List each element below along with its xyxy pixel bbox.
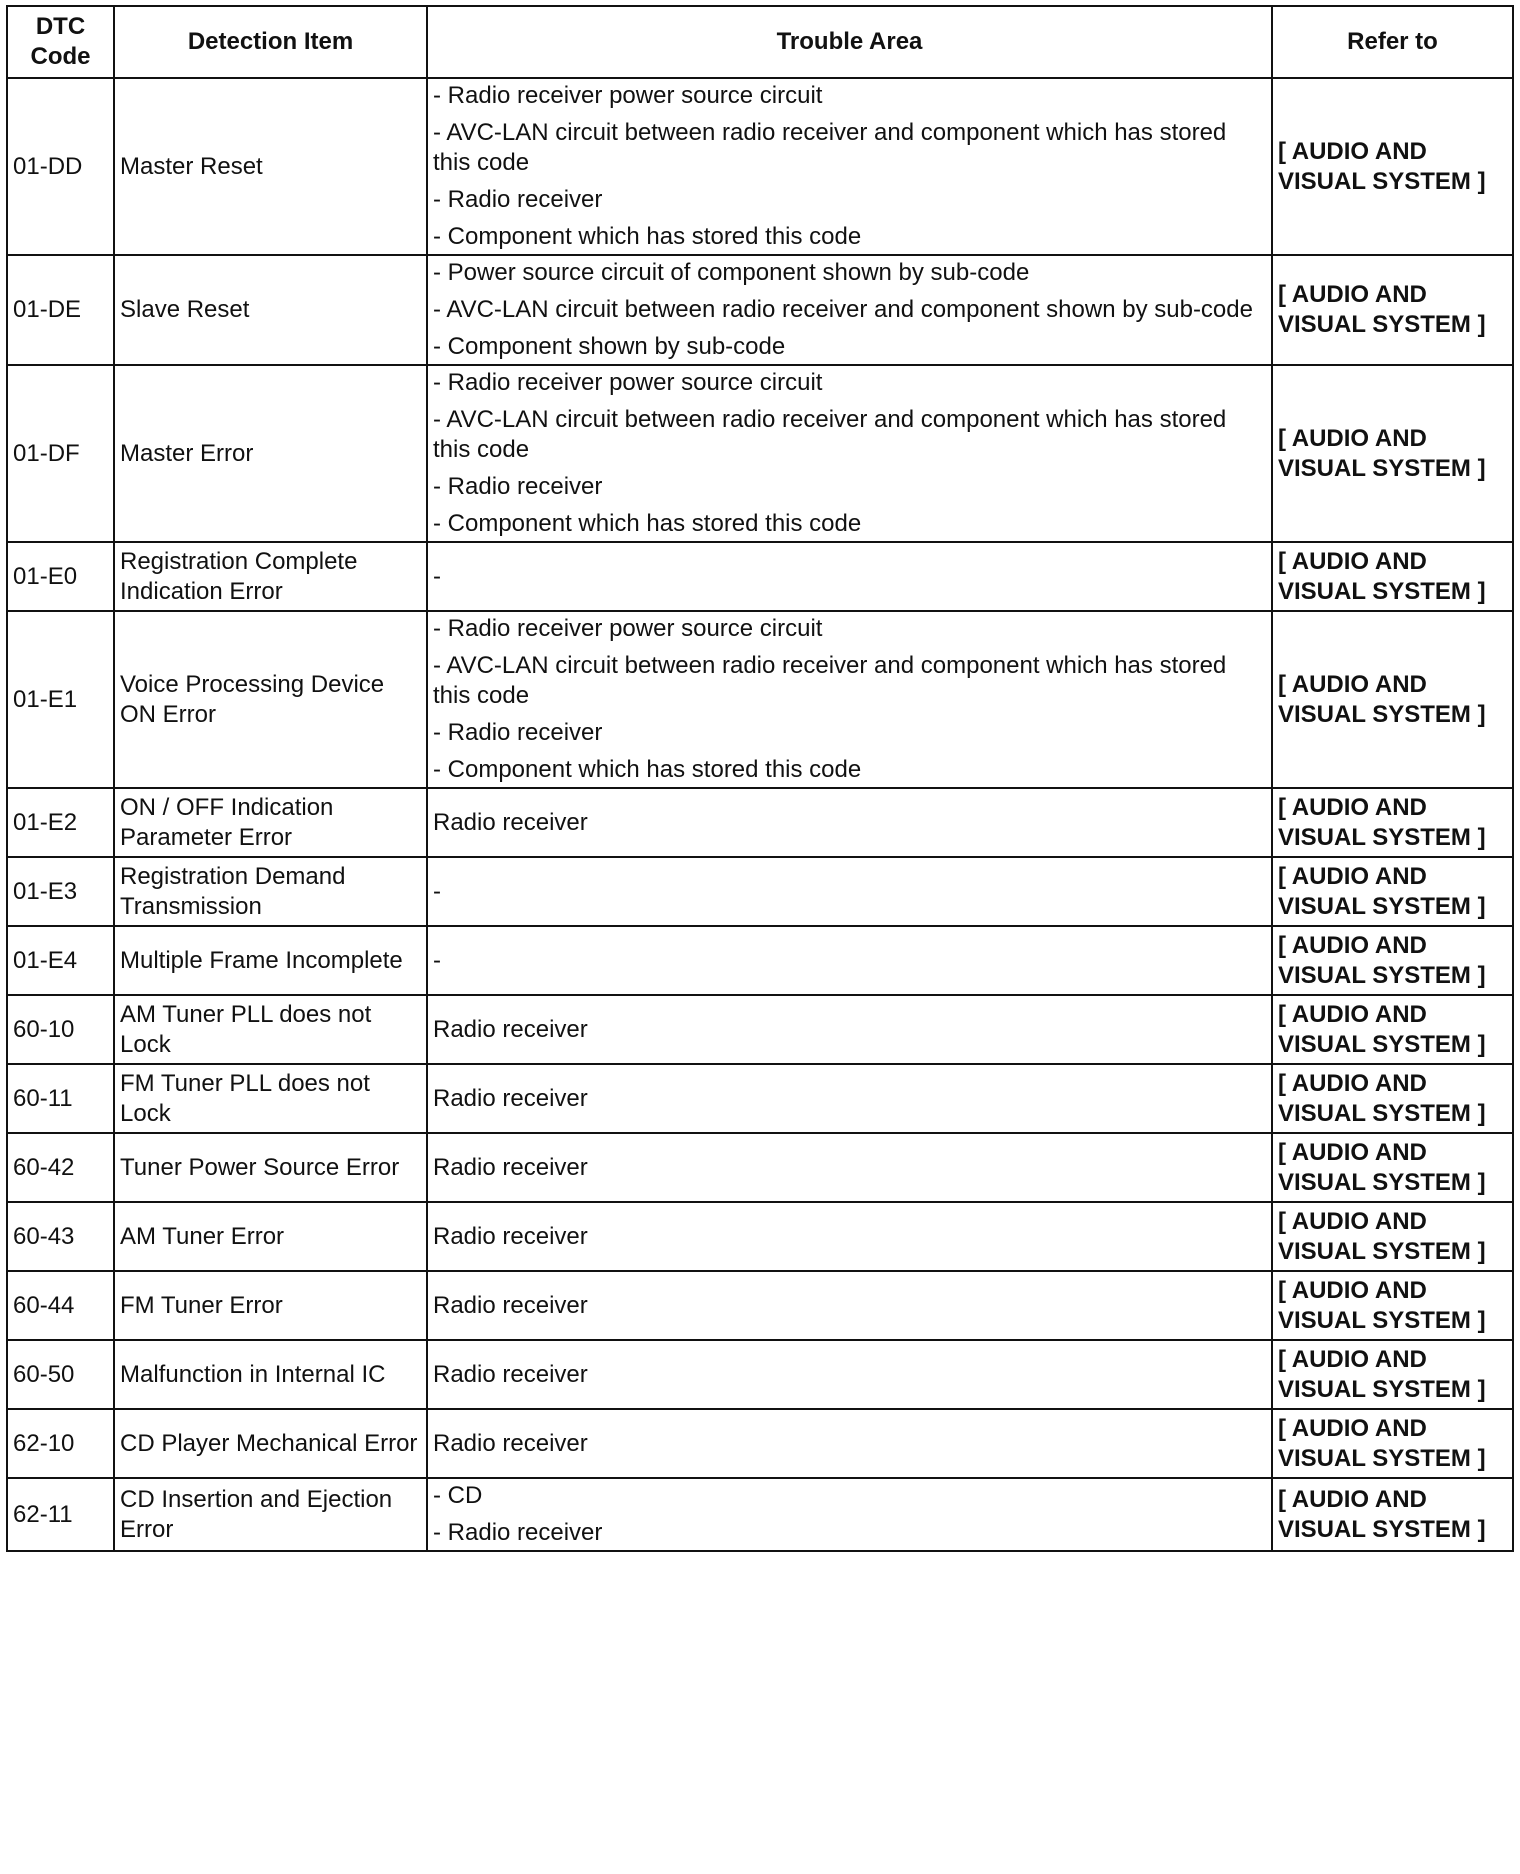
dtc-code-cell: 01-DF xyxy=(7,365,114,542)
detection-item-cell: Malfunction in Internal IC xyxy=(114,1340,427,1409)
refer-to-cell: [ AUDIO AND VISUAL SYSTEM ] xyxy=(1272,1202,1513,1271)
trouble-area-cell xyxy=(427,255,1272,365)
trouble-area-cell xyxy=(427,857,1272,926)
refer-to-cell: [ AUDIO AND VISUAL SYSTEM ] xyxy=(1272,1340,1513,1409)
refer-to-cell: [ AUDIO AND VISUAL SYSTEM ] xyxy=(1272,255,1513,365)
detection-item-cell: Registration Complete Indication Error xyxy=(114,542,427,611)
trouble-area-cell xyxy=(427,1202,1272,1271)
table-row xyxy=(7,926,1513,995)
trouble-area-cell xyxy=(427,1064,1272,1133)
trouble-area-line: - Component which has stored this code xyxy=(433,510,862,537)
trouble-area-line: Radio receiver xyxy=(433,1429,588,1457)
trouble-area-line: Radio receiver xyxy=(433,1360,588,1388)
trouble-area-line: Radio receiver xyxy=(433,1291,588,1319)
table-row xyxy=(7,542,1513,611)
refer-to-cell: [ AUDIO AND VISUAL SYSTEM ] xyxy=(1272,365,1513,542)
detection-item-cell: Multiple Frame Incomplete xyxy=(114,926,427,995)
trouble-area-line: - AVC-LAN circuit between radio receiver and component shown by sub-code xyxy=(433,296,1253,323)
trouble-area-line: - xyxy=(433,562,441,590)
trouble-area-line: Radio receiver xyxy=(433,1153,588,1181)
dtc-code-cell: 60-11 xyxy=(7,1064,114,1133)
trouble-area-line: - Radio receiver power source circuit xyxy=(433,369,823,396)
detection-item-cell: AM Tuner PLL does not Lock xyxy=(114,995,427,1064)
trouble-area-line: - Radio receiver xyxy=(433,473,603,500)
trouble-area-line: - AVC-LAN circuit between radio receiver and component which has stored this code xyxy=(433,406,1227,463)
table-row xyxy=(7,1409,1513,1478)
refer-to-cell: [ AUDIO AND VISUAL SYSTEM ] xyxy=(1272,1478,1513,1551)
trouble-area-cell xyxy=(427,995,1272,1064)
detection-item-cell: Slave Reset xyxy=(114,255,427,365)
trouble-area-cell xyxy=(427,611,1272,788)
trouble-area-line: Radio receiver xyxy=(433,808,588,836)
trouble-area-line: - Component which has stored this code xyxy=(433,223,862,250)
trouble-area-line: - Component shown by sub-code xyxy=(433,333,786,360)
refer-to-cell: [ AUDIO AND VISUAL SYSTEM ] xyxy=(1272,611,1513,788)
dtc-code-cell: 60-42 xyxy=(7,1133,114,1202)
detection-item-cell: Master Error xyxy=(114,365,427,542)
table-row xyxy=(7,365,1513,542)
trouble-area-line: - Radio receiver power source circuit xyxy=(433,82,823,109)
trouble-area-line: Radio receiver xyxy=(433,1015,588,1043)
trouble-area-cell xyxy=(427,1409,1272,1478)
trouble-area-line: - xyxy=(433,946,441,974)
detection-item-cell: Tuner Power Source Error xyxy=(114,1133,427,1202)
table-row xyxy=(7,857,1513,926)
table-row xyxy=(7,1271,1513,1340)
dtc-code-cell: 60-50 xyxy=(7,1340,114,1409)
dtc-code-cell: 01-E0 xyxy=(7,542,114,611)
trouble-area-line: - Radio receiver xyxy=(433,719,603,746)
trouble-area-line: - Radio receiver xyxy=(433,186,603,213)
table-row xyxy=(7,788,1513,857)
detection-item-cell: Master Reset xyxy=(114,78,427,255)
table-row xyxy=(7,1202,1513,1271)
dtc-code-cell: 01-E3 xyxy=(7,857,114,926)
detection-item-cell: Voice Processing Device ON Error xyxy=(114,611,427,788)
header-dtc-code xyxy=(7,6,114,78)
refer-to-cell: [ AUDIO AND VISUAL SYSTEM ] xyxy=(1272,1409,1513,1478)
trouble-area-line: - Radio receiver xyxy=(433,1519,603,1546)
table-row xyxy=(7,1064,1513,1133)
trouble-area-line: - Power source circuit of component shown by sub-code xyxy=(433,259,1030,286)
dtc-code-cell: 01-DE xyxy=(7,255,114,365)
dtc-code-cell: 62-11 xyxy=(7,1478,114,1551)
dtc-code-cell: 01-E2 xyxy=(7,788,114,857)
trouble-area-line: Radio receiver xyxy=(433,1222,588,1250)
dtc-code-cell: 60-43 xyxy=(7,1202,114,1271)
refer-to-cell: [ AUDIO AND VISUAL SYSTEM ] xyxy=(1272,788,1513,857)
trouble-area-line: - AVC-LAN circuit between radio receiver and component which has stored this code xyxy=(433,119,1227,176)
trouble-area-cell xyxy=(427,926,1272,995)
detection-item-cell: CD Insertion and Ejection Error xyxy=(114,1478,427,1551)
refer-to-cell: [ AUDIO AND VISUAL SYSTEM ] xyxy=(1272,857,1513,926)
trouble-area-cell xyxy=(427,78,1272,255)
trouble-area-cell xyxy=(427,1133,1272,1202)
dtc-code-cell: 60-10 xyxy=(7,995,114,1064)
refer-to-cell: [ AUDIO AND VISUAL SYSTEM ] xyxy=(1272,1064,1513,1133)
dtc-table xyxy=(6,5,1514,1552)
refer-to-cell: [ AUDIO AND VISUAL SYSTEM ] xyxy=(1272,1271,1513,1340)
detection-item-cell: AM Tuner Error xyxy=(114,1202,427,1271)
table-row xyxy=(7,995,1513,1064)
detection-item-cell: FM Tuner Error xyxy=(114,1271,427,1340)
trouble-area-cell xyxy=(427,542,1272,611)
dtc-code-cell: 60-44 xyxy=(7,1271,114,1340)
table-row xyxy=(7,1340,1513,1409)
trouble-area-cell xyxy=(427,788,1272,857)
dtc-code-cell: 01-DD xyxy=(7,78,114,255)
detection-item-cell: Registration Demand Transmission xyxy=(114,857,427,926)
refer-to-cell: [ AUDIO AND VISUAL SYSTEM ] xyxy=(1272,78,1513,255)
header-trouble-area: Trouble Area xyxy=(427,6,1272,78)
dtc-code-cell: 01-E1 xyxy=(7,611,114,788)
trouble-area-line: - Radio receiver power source circuit xyxy=(433,615,823,642)
trouble-area-line: - Component which has stored this code xyxy=(433,756,862,783)
trouble-area-cell xyxy=(427,365,1272,542)
table-row xyxy=(7,1133,1513,1202)
detection-item-cell: FM Tuner PLL does not Lock xyxy=(114,1064,427,1133)
table-row xyxy=(7,1478,1513,1551)
refer-to-cell: [ AUDIO AND VISUAL SYSTEM ] xyxy=(1272,1133,1513,1202)
refer-to-cell: [ AUDIO AND VISUAL SYSTEM ] xyxy=(1272,926,1513,995)
dtc-code-cell: 62-10 xyxy=(7,1409,114,1478)
trouble-area-cell xyxy=(427,1271,1272,1340)
trouble-area-line: - AVC-LAN circuit between radio receiver and component which has stored this code xyxy=(433,652,1227,709)
table-row xyxy=(7,78,1513,255)
header-row xyxy=(7,6,1513,78)
header-refer-to: Refer to xyxy=(1272,6,1513,78)
table-header xyxy=(7,6,1513,78)
header-dtc-code-line2: Code xyxy=(30,43,91,70)
refer-to-cell: [ AUDIO AND VISUAL SYSTEM ] xyxy=(1272,542,1513,611)
table-row xyxy=(7,255,1513,365)
detection-item-cell: CD Player Mechanical Error xyxy=(114,1409,427,1478)
dtc-code-cell: 01-E4 xyxy=(7,926,114,995)
trouble-area-line: Radio receiver xyxy=(433,1084,588,1112)
header-dtc-code-line1: DTC xyxy=(35,13,86,40)
table-row xyxy=(7,611,1513,788)
table-body xyxy=(7,78,1513,1551)
header-detection-item: Detection Item xyxy=(114,6,427,78)
detection-item-cell: ON / OFF Indication Parameter Error xyxy=(114,788,427,857)
trouble-area-line: - CD xyxy=(433,1482,483,1509)
trouble-area-cell xyxy=(427,1340,1272,1409)
trouble-area-cell xyxy=(427,1478,1272,1551)
refer-to-cell: [ AUDIO AND VISUAL SYSTEM ] xyxy=(1272,995,1513,1064)
trouble-area-line: - xyxy=(433,877,441,905)
